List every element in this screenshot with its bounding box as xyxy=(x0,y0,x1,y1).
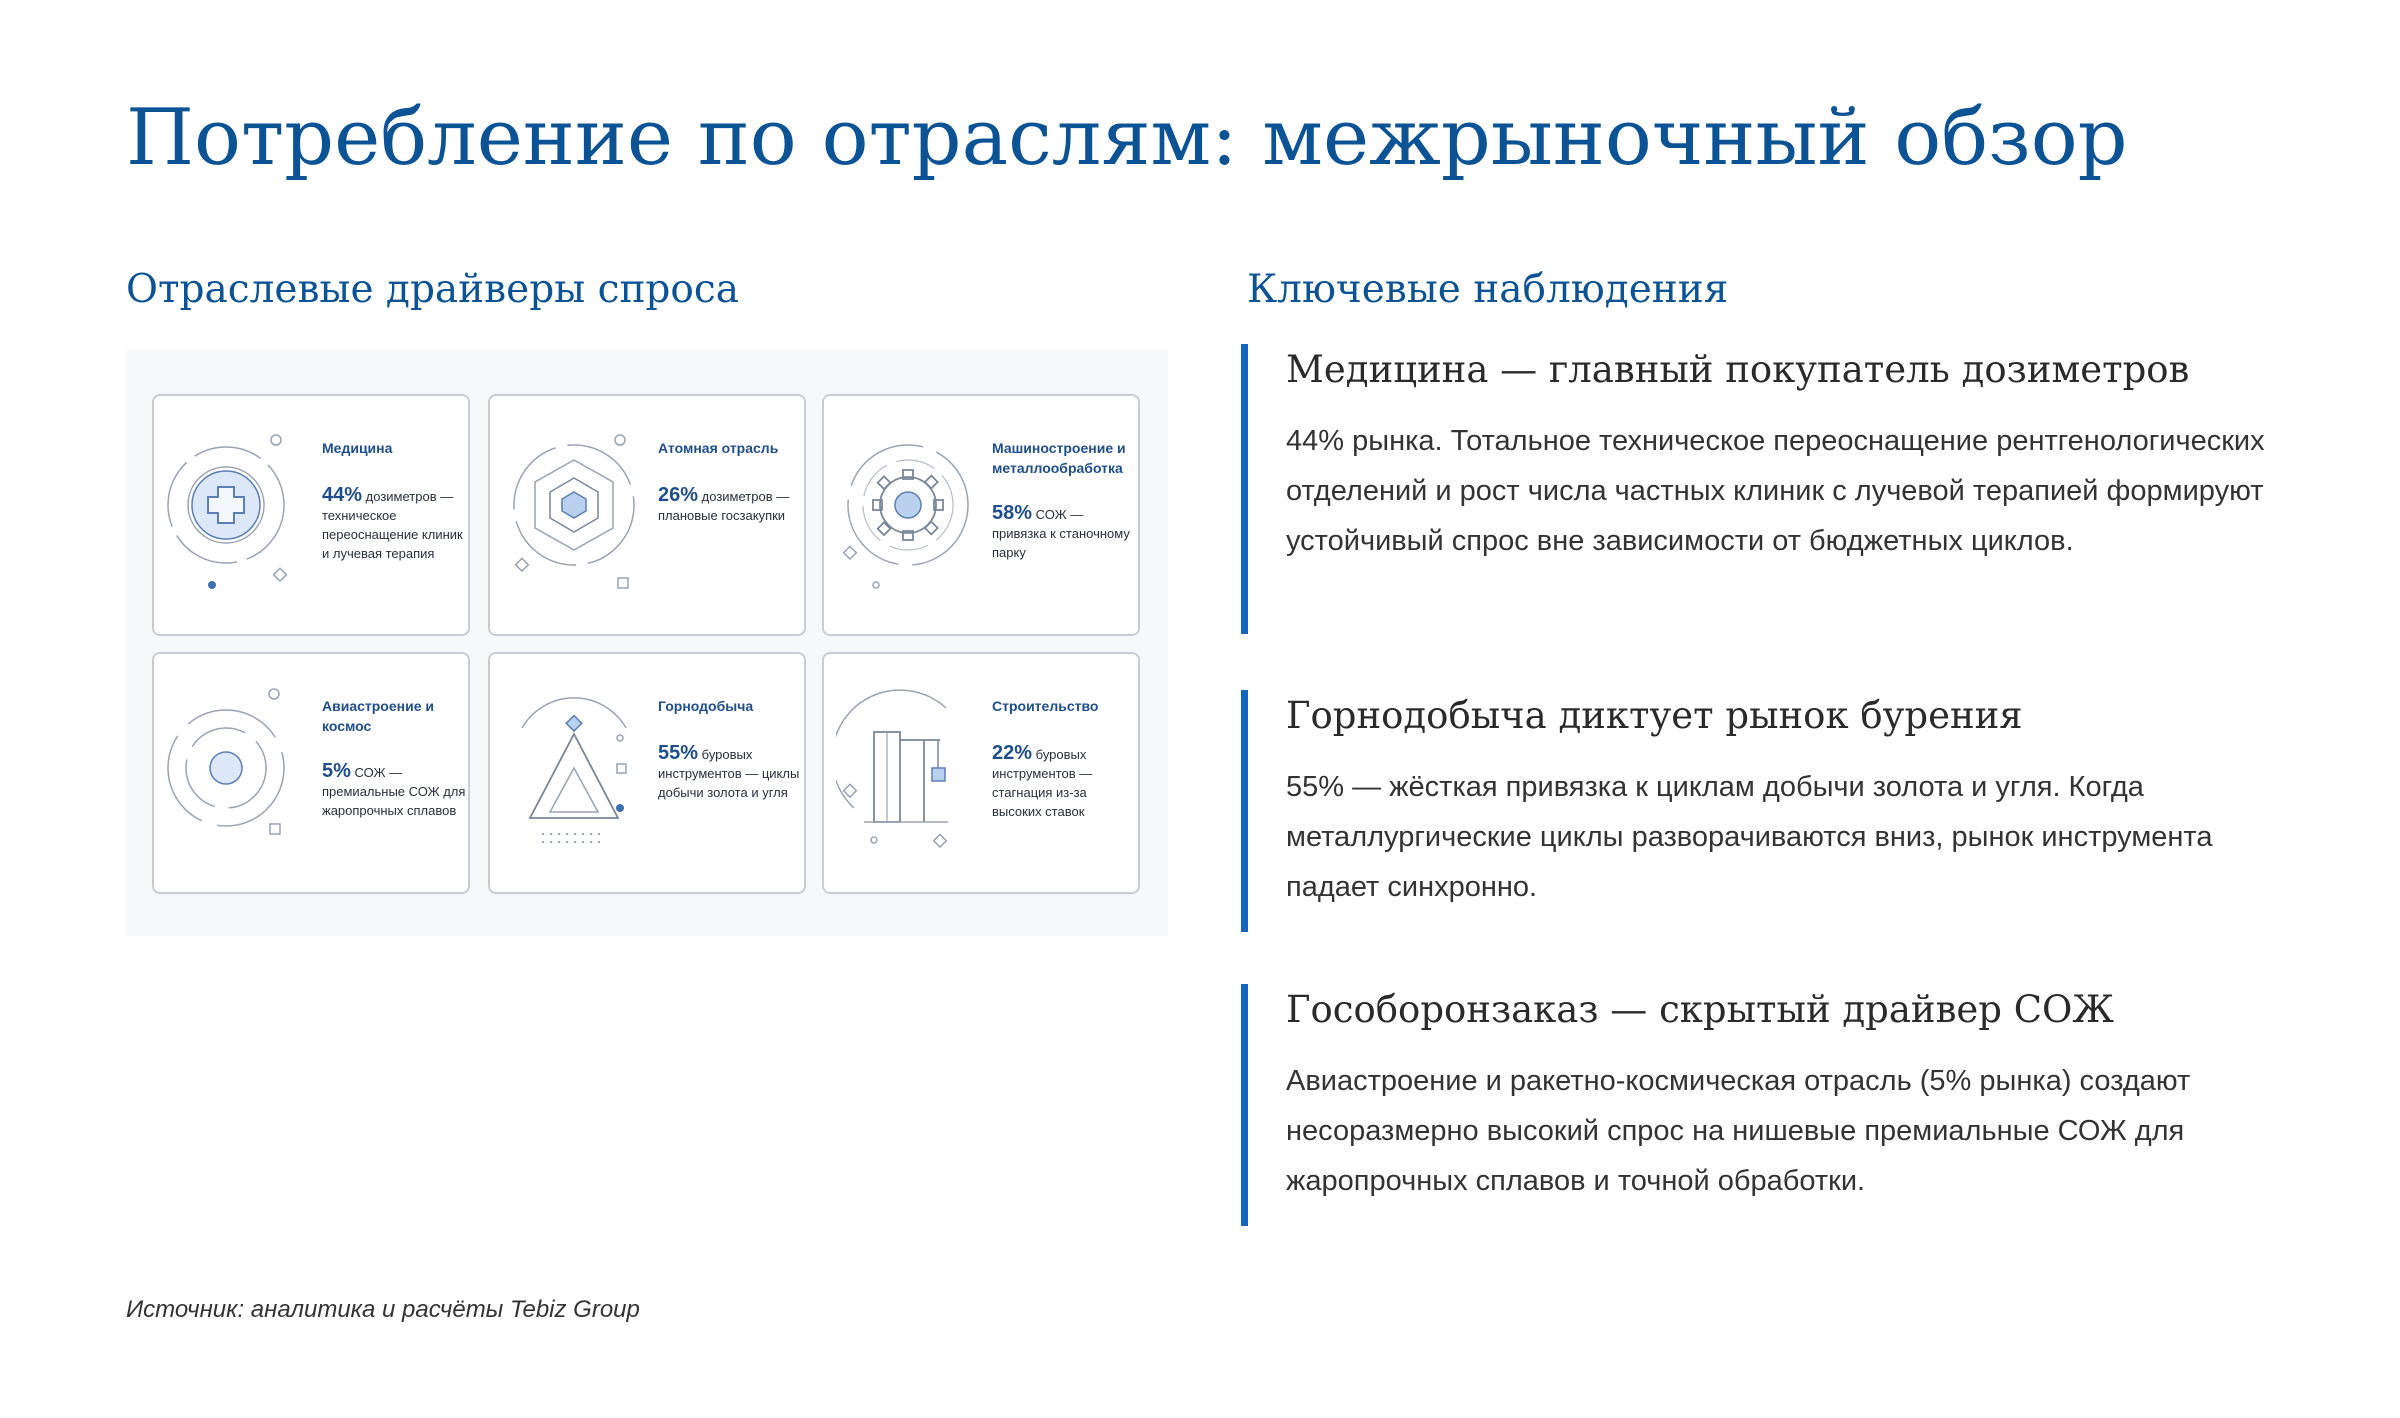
observation-heading: Горнодобыча диктует рынок бурения xyxy=(1286,694,2023,737)
card-text: дозиметров — плановые госзакупки xyxy=(658,489,790,523)
card-stat xyxy=(992,744,1137,821)
gear-icon xyxy=(836,420,986,610)
hexagon-atom-icon xyxy=(502,420,652,610)
observation-block-defense xyxy=(1241,984,2291,1226)
card-percent: 55% xyxy=(658,742,699,764)
card-label: Авиастроение и космос xyxy=(322,698,434,734)
card-stat xyxy=(658,486,803,525)
card-stat xyxy=(322,762,467,820)
industry-card-construction xyxy=(822,652,1140,894)
observation-body: 44% рынка. Тотальное техническое переоснащение рентгенологических отделений и рост числа частных клиник с лучевой терапией формируют устойчивый спрос вне зависимости от бюджетных циклов. xyxy=(1286,425,2265,557)
industry-card-medicine xyxy=(152,394,470,636)
orbit-icon xyxy=(166,678,316,868)
observation-body: Авиастроение и ракетно-космическая отрасль (5% рынка) создают несоразмерно высокий спрос на нишевые премиальные СОЖ для жаропрочных сплавов и точной обработки. xyxy=(1286,1065,2191,1197)
observation-block-medicine xyxy=(1241,344,2291,634)
industry-card-aerospace xyxy=(152,652,470,894)
card-percent: 44% xyxy=(322,484,363,506)
card-percent: 58% xyxy=(992,502,1033,524)
industry-card-machinery xyxy=(822,394,1140,636)
building-crane-icon xyxy=(836,678,986,868)
card-label: Машиностроение и металлообработка xyxy=(992,440,1126,476)
card-text: дозиметров — техническое переоснащение клиник и лучевая терапия xyxy=(322,489,463,561)
card-label: Строительство xyxy=(992,698,1099,714)
card-text: СОЖ — премиальные СОЖ для жаропрочных сплавов xyxy=(322,765,466,818)
source-note: Источник: аналитика и расчёты Tebiz Group xyxy=(126,1296,640,1323)
card-label: Горнодобыча xyxy=(658,698,754,714)
card-label: Медицина xyxy=(322,440,393,456)
card-text: буровых инструментов — циклы добычи золота и угля xyxy=(658,747,800,800)
card-stat xyxy=(658,744,803,802)
observation-heading: Медицина — главный покупатель дозиметров xyxy=(1286,348,2190,391)
card-label: Атомная отрасль xyxy=(658,440,779,456)
observation-body: 55% — жёсткая привязка к циклам добычи золота и угля. Когда металлургические циклы разворачиваются вниз, рынок инструмента падает синхронно. xyxy=(1286,771,2213,903)
observation-block-mining xyxy=(1241,690,2291,932)
card-stat xyxy=(992,504,1137,562)
page-title: Потребление по отраслям: межрыночный обзор xyxy=(126,93,2128,183)
medical-cross-icon xyxy=(166,420,316,610)
industry-infographic xyxy=(126,350,1168,936)
right-section-title: Ключевые наблюдения xyxy=(1247,267,1729,312)
card-stat xyxy=(322,486,467,563)
observation-heading: Гособоронзаказ — скрытый драйвер СОЖ xyxy=(1286,988,2114,1031)
card-percent: 26% xyxy=(658,484,699,506)
industry-card-mining xyxy=(488,652,806,894)
card-percent: 5% xyxy=(322,760,351,782)
industry-card-nuclear xyxy=(488,394,806,636)
mountain-triangle-icon xyxy=(502,678,652,868)
card-percent: 22% xyxy=(992,742,1033,764)
card-text: СОЖ — привязка к станочному парку xyxy=(992,507,1130,560)
left-section-title: Отраслевые драйверы спроса xyxy=(126,267,739,312)
card-text: буровых инструментов — стагнация из-за высоких ставок xyxy=(992,747,1093,819)
